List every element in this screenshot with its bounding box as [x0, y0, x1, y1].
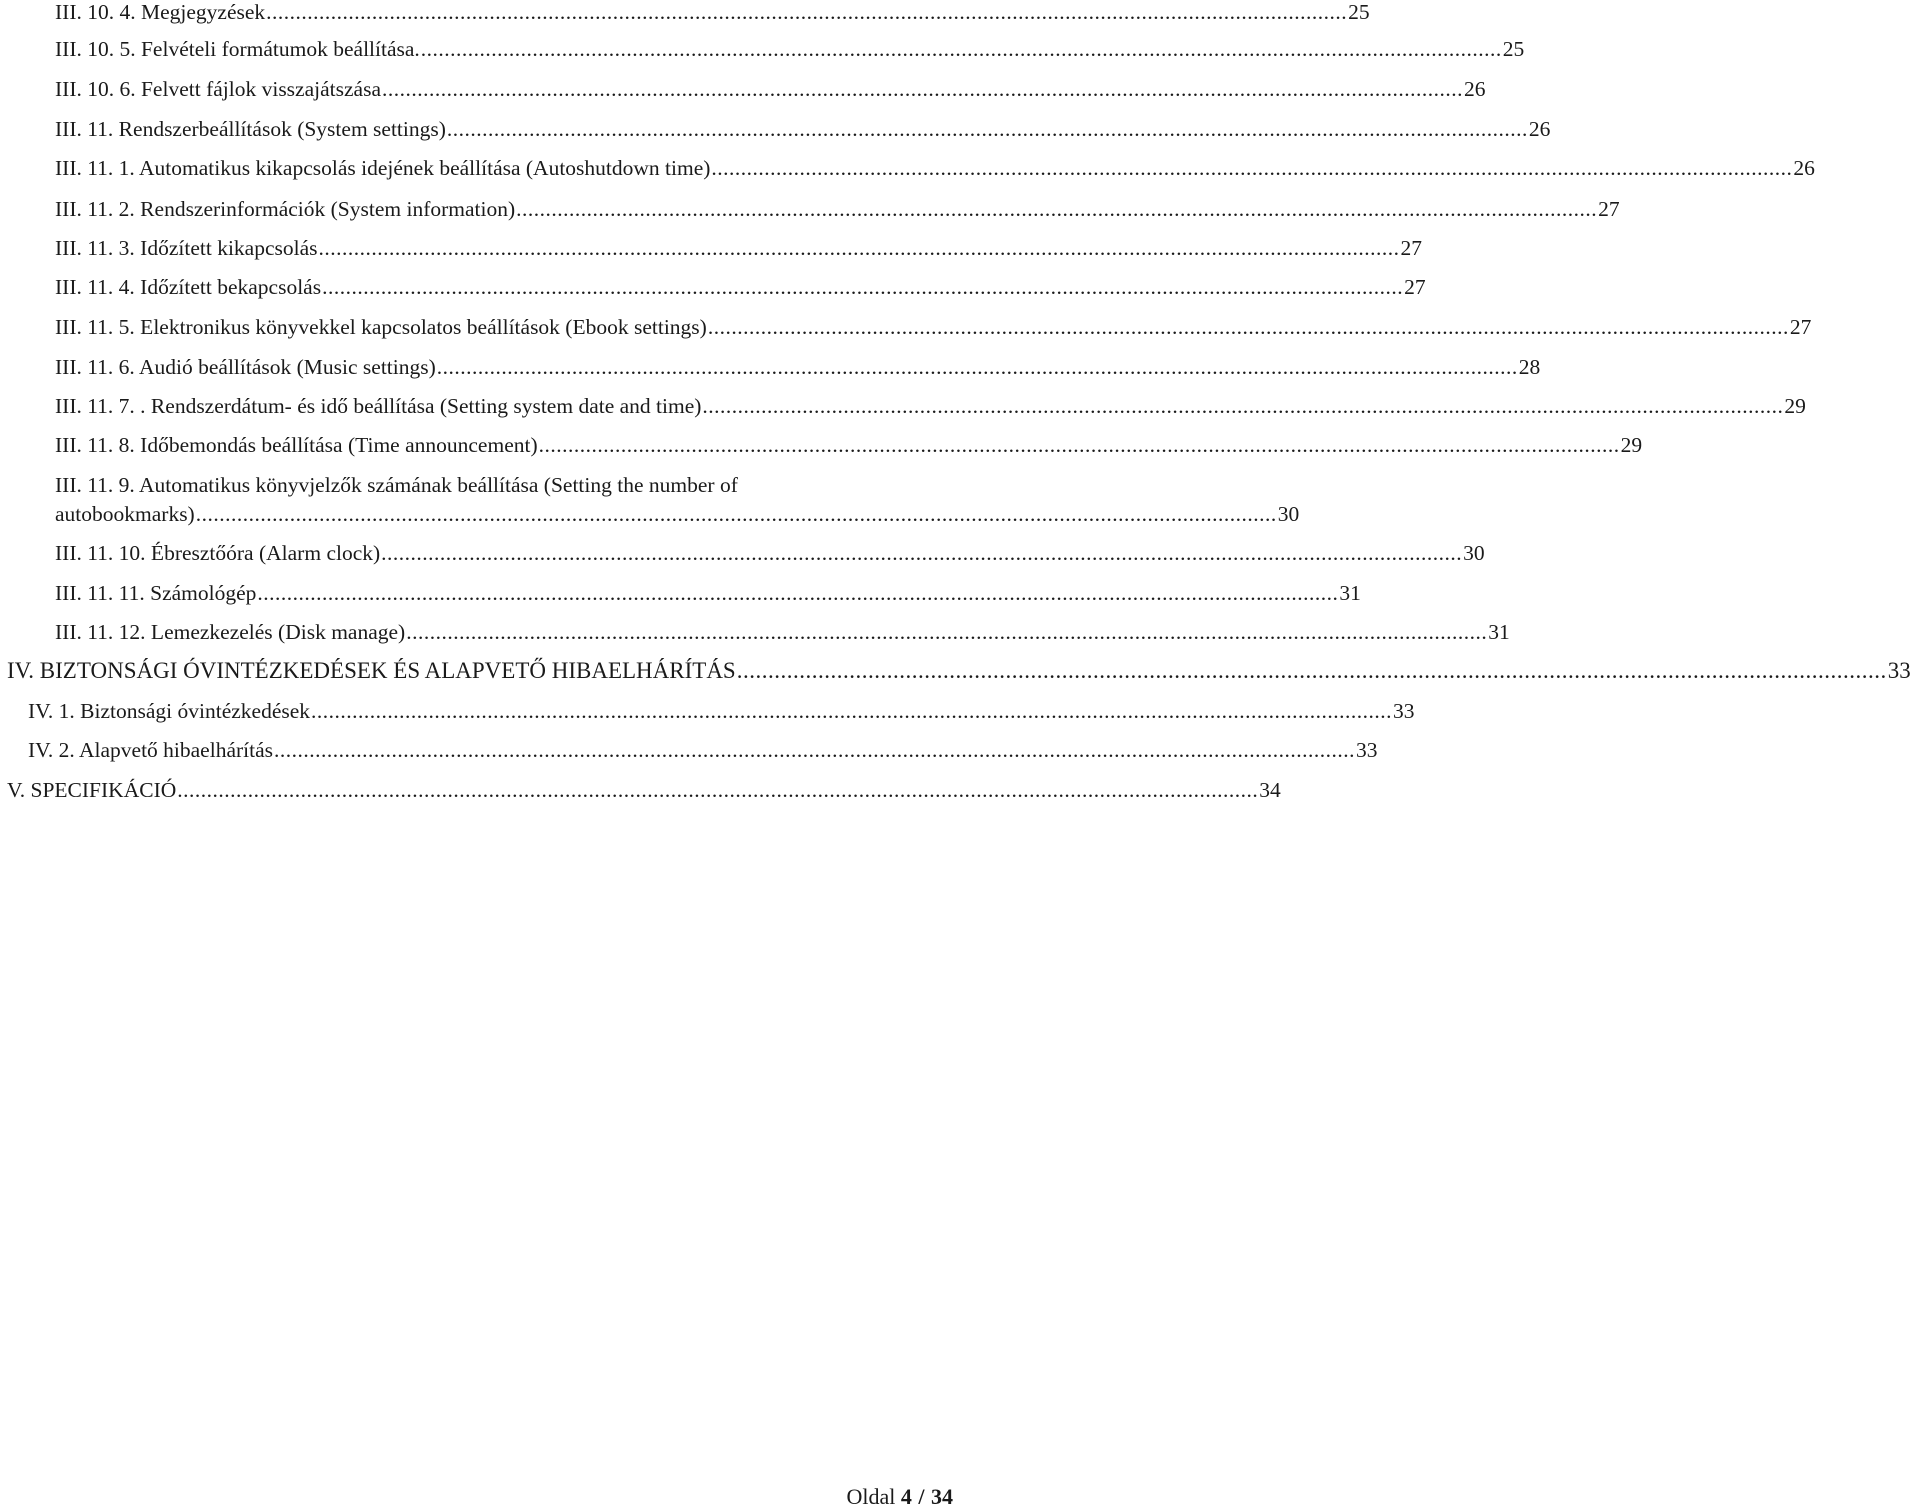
toc-entry-page: 27: [1400, 236, 1423, 260]
dot-leader: ........................................................................................................................................................................................: [702, 394, 1784, 418]
toc-entry-title: III. 10. 5. Felvételi formátumok beállítása.: [55, 37, 420, 61]
toc-entry[interactable]: [55, 619, 1510, 645]
toc-entry-page: 29: [1620, 433, 1643, 457]
toc-entry[interactable]: [55, 540, 1485, 566]
toc-entry-page: 28: [1518, 355, 1541, 379]
toc-entry-page: 27: [1598, 197, 1620, 221]
dot-leader: ........................................................................................................................................................................................: [311, 699, 1393, 723]
toc-entry-title: III. 11. 7. . Rendszerdátum- és idő beállítása (Setting system date and time): [55, 394, 702, 418]
toc-entry-page: 30: [1277, 502, 1300, 526]
toc-entry[interactable]: [7, 658, 1911, 684]
current-page-number: 4: [900, 1484, 912, 1509]
toc-entry-page: 34: [1259, 778, 1281, 802]
toc-entry-page: 26: [1528, 117, 1551, 141]
toc-entry[interactable]: [55, 196, 1620, 222]
dot-leader: ........................................................................................................................................................................................: [381, 541, 1463, 565]
toc-entry-title-line1: III. 11. 9. Automatikus könyvjelzők számának beállítása (Setting the number of: [55, 473, 738, 497]
page-label: Oldal: [846, 1484, 896, 1509]
toc-entry-title: IV. BIZTONSÁGI ÓVINTÉZKEDÉSEK ÉS ALAPVETŐ HIBAELHÁRÍTÁS: [7, 658, 736, 683]
dot-leader: ........................................................................................................................................................................................: [322, 275, 1404, 299]
dot-leader: ........................................................................................................................................................................................: [274, 738, 1356, 762]
toc-entry-page: 26: [1464, 77, 1486, 101]
toc-entry-title: III. 10. 6. Felvett fájlok visszajátszása: [55, 77, 381, 101]
toc-entry-page: 25: [1348, 0, 1370, 24]
toc-entry-title: III. 11. 6. Audió beállítások (Music settings): [55, 355, 436, 379]
toc-entry[interactable]: [55, 274, 1426, 300]
toc-entry-title: III. 11. 1. Automatikus kikapcsolás idejének beállítása (Autoshutdown time): [55, 156, 711, 180]
toc-entry-page: 27: [1789, 315, 1812, 339]
toc-entry[interactable]: [55, 155, 1815, 181]
toc-entry[interactable]: [55, 393, 1806, 419]
dot-leader: ........................................................................................................................................................................................: [420, 37, 1502, 61]
toc-entry[interactable]: [55, 314, 1812, 340]
toc-entry-page: 33: [1356, 738, 1378, 762]
dot-leader: ........................................................................................................................................................................................: [195, 502, 1277, 526]
toc-entry-page: 25: [1502, 37, 1525, 61]
toc-entry[interactable]: [55, 36, 1525, 62]
dot-leader: ........................................................................................................................................................................................: [177, 778, 1259, 802]
toc-entry-title: III. 11. 2. Rendszerinformációk (System information): [55, 197, 516, 221]
toc-entry[interactable]: [55, 432, 1643, 458]
toc-entry-page: 30: [1463, 541, 1485, 565]
toc-entry[interactable]: [55, 472, 1300, 527]
toc-entry-title: III. 11. 11. Számológép: [55, 581, 257, 605]
dot-leader: ........................................................................................................................................................................................: [538, 433, 1620, 457]
page-separator: /: [918, 1484, 925, 1509]
toc-entry-title: III. 11. 10. Ébresztőóra (Alarm clock): [55, 541, 381, 565]
toc-entry-title: IV. 2. Alapvető hibaelhárítás: [28, 738, 274, 762]
dot-leader: ........................................................................................................................................................................................: [707, 315, 1789, 339]
page-footer: [846, 1484, 953, 1510]
toc-entry-page: 33: [1393, 699, 1415, 723]
dot-leader: ........................................................................................................................................................................................: [406, 620, 1488, 644]
toc-entry[interactable]: [28, 737, 1378, 763]
toc-entry-title: III. 11. 8. Időbemondás beállítása (Time announcement): [55, 433, 538, 457]
toc-entry-page: 31: [1488, 620, 1510, 644]
toc-entry[interactable]: [7, 777, 1281, 803]
toc-entry-title: III. 11. 4. Időzített bekapcsolás: [55, 275, 322, 299]
dot-leader: ........................................................................................................................................................................................: [446, 117, 1528, 141]
toc-entry[interactable]: [55, 0, 1370, 25]
toc-entry-title: III. 11. 12. Lemezkezelés (Disk manage): [55, 620, 406, 644]
toc-entry-page: 27: [1404, 275, 1426, 299]
dot-leader: ........................................................................................................................................................................................: [257, 581, 1339, 605]
toc-entry[interactable]: [55, 116, 1551, 142]
toc-entry-title: V. SPECIFIKÁCIÓ: [7, 778, 177, 802]
toc-entry-title: III. 11. 3. Időzített kikapcsolás: [55, 236, 318, 260]
dot-leader: ........................................................................................................................................................................................: [711, 156, 1793, 180]
toc-entry-page: 33: [1887, 658, 1911, 683]
dot-leader: ........................................................................................................................................................................................: [736, 658, 1887, 683]
toc-entry-page: 26: [1793, 156, 1815, 180]
dot-leader: ........................................................................................................................................................................................: [266, 0, 1348, 24]
toc-entry[interactable]: [55, 76, 1486, 102]
toc-entry[interactable]: [28, 698, 1415, 724]
toc-entry-title: III. 11. Rendszerbeállítások (System settings): [55, 117, 446, 141]
toc-entry-title: IV. 1. Biztonsági óvintézkedések: [28, 699, 311, 723]
dot-leader: ........................................................................................................................................................................................: [318, 236, 1400, 260]
toc-entry[interactable]: [55, 580, 1361, 606]
total-page-count: 34: [931, 1484, 953, 1509]
toc-entry[interactable]: [55, 235, 1423, 261]
toc-entry-title: III. 11. 5. Elektronikus könyvekkel kapcsolatos beállítások (Ebook settings): [55, 315, 707, 339]
toc-entry-title: III. 10. 4. Megjegyzések: [55, 0, 266, 24]
dot-leader: ........................................................................................................................................................................................: [382, 77, 1463, 101]
dot-leader: ........................................................................................................................................................................................: [436, 355, 1518, 379]
toc-entry[interactable]: [55, 354, 1541, 380]
toc-entry-title: autobookmarks): [55, 502, 195, 526]
dot-leader: ........................................................................................................................................................................................: [516, 197, 1598, 221]
toc-entry-page: 29: [1784, 394, 1806, 418]
toc-entry-page: 31: [1339, 581, 1361, 605]
